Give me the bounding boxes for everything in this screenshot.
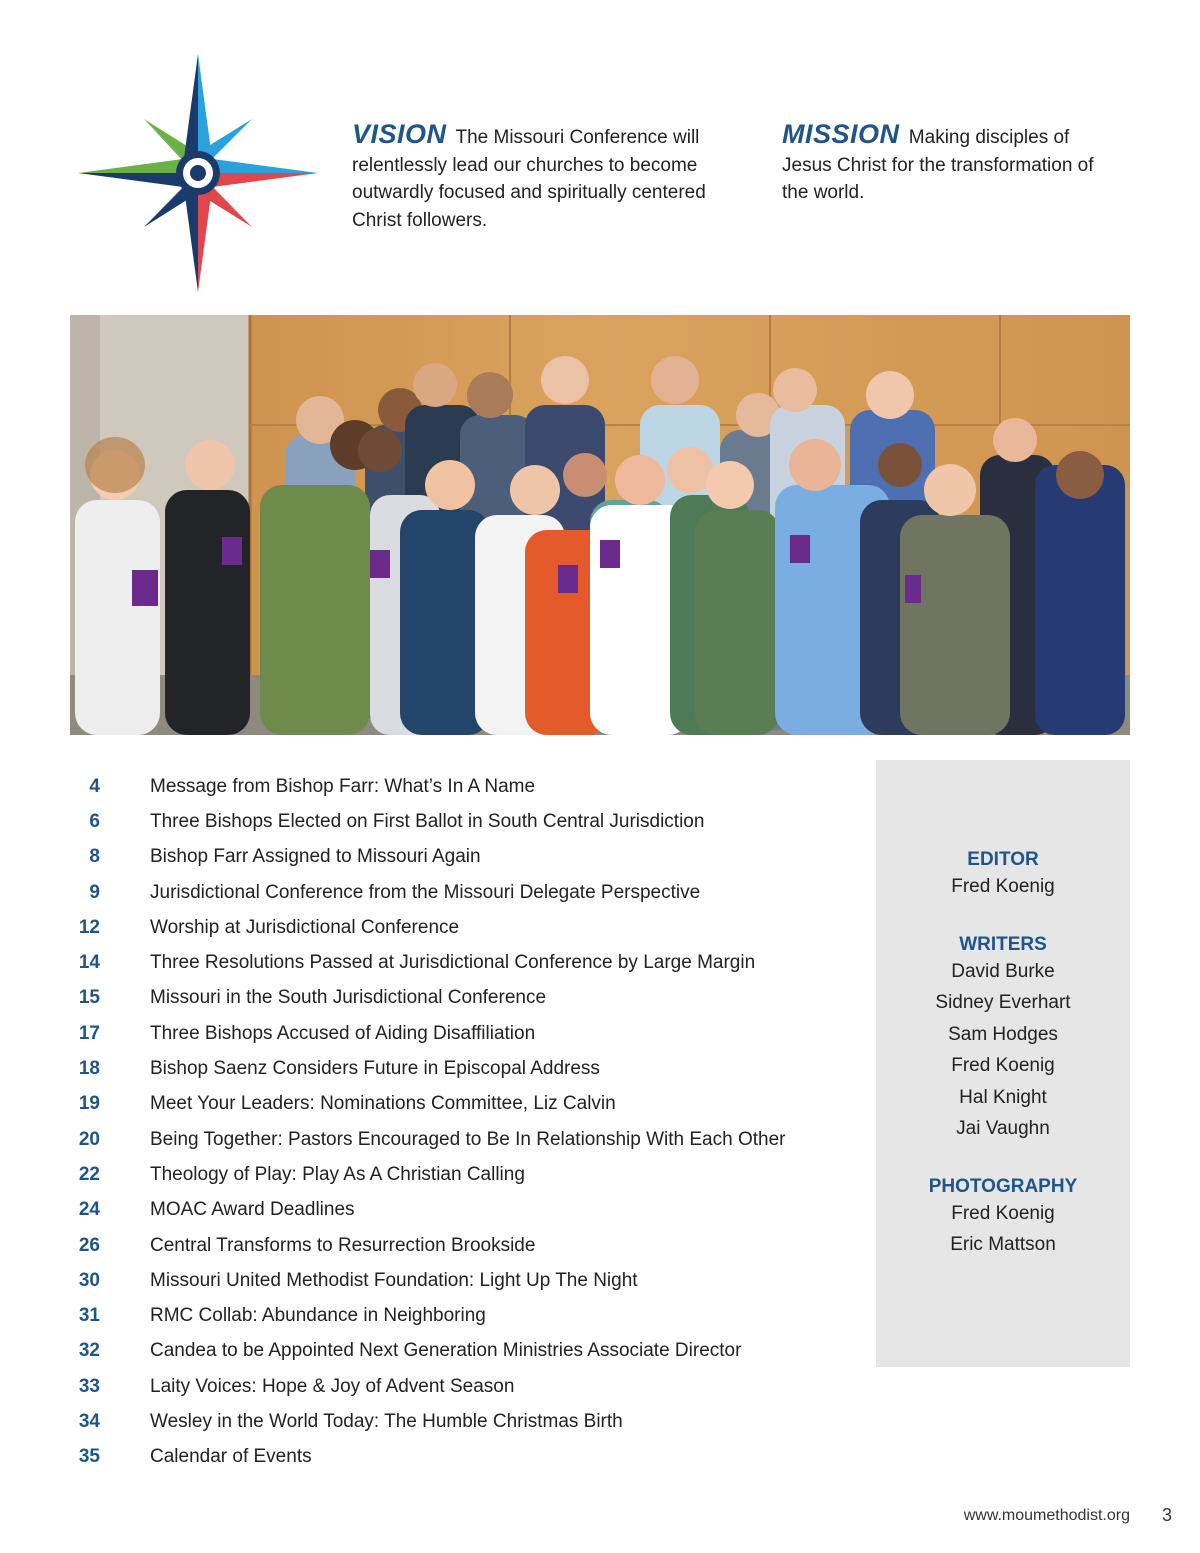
toc-entry bbox=[60, 1122, 860, 1157]
writer-name: Fred Koenig bbox=[951, 1055, 1055, 1076]
toc-page-number: 18 bbox=[78, 1058, 100, 1080]
toc-article-title: Central Transforms to Resurrection Brookside bbox=[150, 1234, 536, 1256]
toc-page-number: 19 bbox=[78, 1093, 100, 1115]
toc-page-number: 32 bbox=[78, 1340, 100, 1362]
toc-article-title: Message from Bishop Farr: What’s In A Name bbox=[150, 775, 536, 797]
photographer-name: Eric Mattson bbox=[950, 1234, 1056, 1255]
photographers-list bbox=[876, 1198, 1130, 1261]
toc-article-title: Laity Voices: Hope & Joy of Advent Season bbox=[150, 1375, 515, 1397]
writer-name: Hal Knight bbox=[959, 1086, 1047, 1108]
toc-page-number: 20 bbox=[78, 1128, 100, 1150]
toc-article-title: Calendar of Events bbox=[150, 1446, 312, 1468]
toc-page-number: 26 bbox=[78, 1234, 100, 1256]
editor-name: Fred Koenig bbox=[951, 876, 1055, 897]
toc-page-number: 31 bbox=[78, 1305, 100, 1327]
writer-name: David Burke bbox=[951, 960, 1055, 982]
toc-article-title: Wesley in the World Today: The Humble Christmas Birth bbox=[150, 1410, 623, 1432]
toc-entry bbox=[60, 1228, 860, 1263]
toc-article-title: Bishop Saenz Considers Future in Episcopal Address bbox=[150, 1058, 600, 1080]
toc-entry bbox=[60, 945, 860, 980]
toc-article-title: Theology of Play: Play As A Christian Calling bbox=[150, 1163, 525, 1185]
toc-page-number: 14 bbox=[78, 952, 100, 974]
toc-article-title: Being Together: Pastors Encouraged to Be In Relationship With Each Other bbox=[150, 1128, 786, 1150]
compass-star-logo bbox=[74, 52, 322, 294]
toc-entry bbox=[60, 1051, 860, 1086]
toc-page-number: 4 bbox=[89, 775, 100, 797]
photographer-name: Fred Koenig bbox=[951, 1202, 1055, 1224]
writer-name: Jai Vaughn bbox=[956, 1118, 1050, 1139]
mission-label: MISSION bbox=[782, 119, 900, 149]
toc-article-title: Three Bishops Elected on First Ballot in South Central Jurisdiction bbox=[150, 810, 705, 832]
toc-page-number: 17 bbox=[78, 1022, 100, 1044]
toc-entry bbox=[60, 1298, 860, 1333]
toc-article-title: Missouri in the South Jurisdictional Conference bbox=[150, 987, 547, 1009]
writer-name: Sidney Everhart bbox=[935, 992, 1071, 1013]
photography-heading: PHOTOGRAPHY bbox=[928, 1175, 1078, 1197]
toc-entry bbox=[60, 1087, 860, 1122]
writer-name: Sam Hodges bbox=[948, 1023, 1058, 1045]
vision-text: The Missouri Conference will relentlessly lead our churches to become outwardly focused and spiritually centered Christ followers. bbox=[352, 127, 706, 231]
toc-entry bbox=[60, 1404, 860, 1439]
toc-article-title: Bishop Farr Assigned to Missouri Again bbox=[150, 846, 481, 868]
toc-entry bbox=[60, 1440, 860, 1475]
toc-page-number: 6 bbox=[89, 810, 100, 832]
toc-article-title: Worship at Jurisdictional Conference bbox=[150, 916, 460, 938]
writers-list bbox=[876, 956, 1130, 1145]
toc-entry bbox=[60, 1157, 860, 1192]
toc-article-title: Three Resolutions Passed at Jurisdictional Conference by Large Margin bbox=[150, 952, 756, 974]
toc-page-number: 15 bbox=[78, 987, 100, 1009]
mission-text: Making disciples of Jesus Christ for the transformation of the world. bbox=[782, 127, 1094, 203]
toc-page-number: 8 bbox=[89, 846, 100, 868]
editor-list bbox=[876, 871, 1130, 903]
website-url: www.moumethodist.org bbox=[963, 1507, 1130, 1524]
toc-article-title: Meet Your Leaders: Nominations Committee, Liz Calvin bbox=[150, 1093, 616, 1115]
toc-article-title: Missouri United Methodist Foundation: Light Up The Night bbox=[150, 1269, 638, 1291]
group-photo bbox=[70, 315, 1130, 735]
toc-page-number: 30 bbox=[78, 1269, 100, 1291]
toc-entry bbox=[60, 875, 860, 910]
toc-entry bbox=[60, 840, 860, 875]
editor-heading: EDITOR bbox=[967, 849, 1039, 870]
toc-entry bbox=[60, 1334, 860, 1369]
vision-label: VISION bbox=[352, 119, 447, 149]
toc-entry bbox=[60, 1263, 860, 1298]
toc-page-number: 12 bbox=[78, 916, 100, 938]
toc-page-number: 34 bbox=[78, 1410, 100, 1432]
toc-page-number: 24 bbox=[78, 1199, 100, 1221]
page-number: 3 bbox=[1161, 1505, 1172, 1525]
toc-article-title: Candea to be Appointed Next Generation Ministries Associate Director bbox=[150, 1340, 742, 1362]
toc-article-title: Three Bishops Accused of Aiding Disaffiliation bbox=[150, 1022, 536, 1044]
toc-page-number: 9 bbox=[89, 881, 100, 903]
writers-heading: WRITERS bbox=[959, 933, 1047, 955]
toc-entry bbox=[60, 910, 860, 945]
toc-article-title: RMC Collab: Abundance in Neighboring bbox=[150, 1305, 486, 1327]
toc-page-number: 22 bbox=[78, 1163, 100, 1185]
toc-entry bbox=[60, 1193, 860, 1228]
toc-article-title: Jurisdictional Conference from the Missouri Delegate Perspective bbox=[150, 881, 701, 903]
mission-statement bbox=[782, 121, 1112, 207]
toc-entry bbox=[60, 981, 860, 1016]
toc-page-number: 35 bbox=[78, 1446, 100, 1468]
staff-credits-panel bbox=[876, 760, 1130, 1367]
toc-entry bbox=[60, 804, 860, 839]
toc-article-title: MOAC Award Deadlines bbox=[150, 1199, 355, 1221]
toc-page-number: 33 bbox=[78, 1375, 100, 1397]
vision-statement bbox=[352, 121, 748, 234]
toc-entry bbox=[60, 1369, 860, 1404]
table-of-contents bbox=[60, 769, 860, 1475]
toc-entry bbox=[60, 1016, 860, 1051]
toc-entry bbox=[60, 769, 860, 804]
